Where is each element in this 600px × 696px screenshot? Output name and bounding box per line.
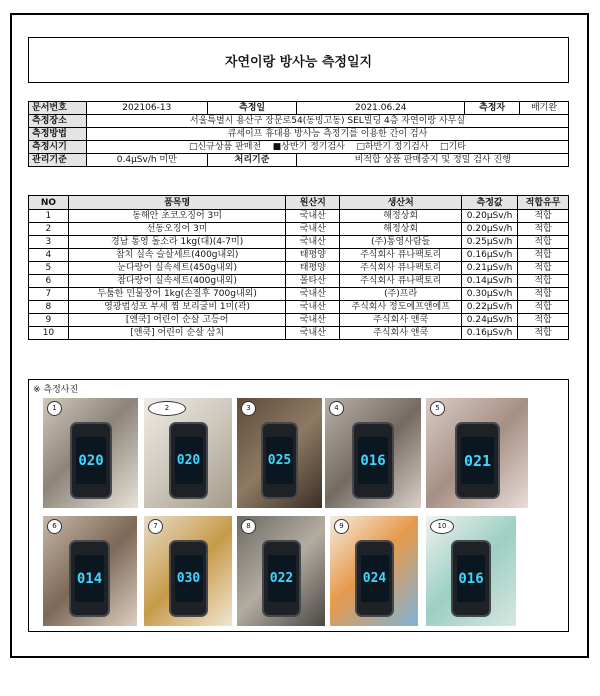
row-no: 7: [29, 288, 69, 301]
row-value: 0.21μSv/h: [462, 262, 518, 275]
measurement-photo: [144, 398, 232, 508]
row-no: 10: [29, 327, 69, 340]
meter-reading: 025: [266, 437, 292, 484]
row-value: 0.16μSv/h: [462, 249, 518, 262]
row-origin: 태평양: [286, 249, 340, 262]
row-pass: 적합: [518, 314, 569, 327]
table-row: [29, 288, 569, 301]
row-value: 0.14μSv/h: [462, 275, 518, 288]
row-value: 0.30μSv/h: [462, 288, 518, 301]
doc-no-value: 202106-13: [86, 102, 207, 115]
meter-reading: 016: [457, 555, 486, 602]
photo-number: 6: [47, 519, 62, 534]
row-producer: (주)프라: [340, 288, 462, 301]
row-pass: 적합: [518, 223, 569, 236]
radiation-meter: [262, 540, 301, 617]
row-no: 1: [29, 210, 69, 223]
table-row: [29, 327, 569, 340]
row-item: 참다랑어 실속세트(400g내외): [68, 275, 286, 288]
mgmt-label: 관리기준: [29, 154, 87, 167]
row-producer: 주식회사 퓨나팩토리: [340, 262, 462, 275]
photo-number: 9: [334, 519, 349, 534]
timing-option: □기타: [440, 142, 466, 152]
row-producer: 해정상회: [340, 210, 462, 223]
row-value: 0.24μSv/h: [462, 314, 518, 327]
row-no: 6: [29, 275, 69, 288]
measurement-photo: [43, 516, 137, 626]
row-producer: 주식회사 퓨나팩토리: [340, 249, 462, 262]
timing-option: ■상반기 정기검사: [272, 142, 345, 152]
document-page: [10, 13, 589, 658]
row-value: 0.20μSv/h: [462, 223, 518, 236]
radiation-meter: [352, 422, 394, 499]
row-no: 9: [29, 314, 69, 327]
table-row: [29, 223, 569, 236]
table-row: [29, 314, 569, 327]
place-label: 측정장소: [29, 115, 87, 128]
timing-options: [86, 141, 568, 154]
meter-reading: 021: [461, 437, 494, 484]
date-label: 측정일: [207, 102, 297, 115]
row-origin: 국내산: [286, 301, 340, 314]
row-pass: 적합: [518, 327, 569, 340]
row-value: 0.16μSv/h: [462, 327, 518, 340]
table-row: [29, 275, 569, 288]
row-item: 눈다랑어 실속세트(450g내외): [68, 262, 286, 275]
measurement-photo: [43, 398, 138, 508]
row-producer: (주)통영사람들: [340, 236, 462, 249]
date-value: 2021.06.24: [297, 102, 465, 115]
timing-label: 측정시기: [29, 141, 87, 154]
meter-reading: 016: [358, 437, 388, 484]
table-row: [29, 236, 569, 249]
method-label: 측정방법: [29, 128, 87, 141]
table-row: [29, 210, 569, 223]
measurement-photo: [330, 516, 418, 626]
info-table: [28, 101, 569, 167]
photo-number: 5: [430, 401, 445, 416]
table-row: [29, 301, 569, 314]
radiation-meter: [355, 540, 394, 617]
col-header-producer: 생산처: [340, 196, 462, 210]
method-value: 큐세이프 휴대용 방사능 측정기를 이용한 간이 검사: [86, 128, 568, 141]
measurement-photo: [237, 398, 322, 508]
table-row: [29, 262, 569, 275]
col-header-no: NO: [29, 196, 69, 210]
measurement-photo: [144, 516, 232, 626]
col-header-value: 측정값: [462, 196, 518, 210]
row-origin: 국내산: [286, 327, 340, 340]
row-pass: 적합: [518, 262, 569, 275]
row-pass: 적합: [518, 288, 569, 301]
meter-reading: 020: [76, 437, 106, 484]
row-origin: 국내산: [286, 314, 340, 327]
meter-reading: 030: [175, 555, 203, 602]
row-producer: 해정상회: [340, 223, 462, 236]
row-origin: 국내산: [286, 236, 340, 249]
row-item: 두툼한 민물장어 1kg(손질후 700g내외): [68, 288, 286, 301]
radiation-meter: [69, 540, 110, 617]
measurement-photo: [426, 398, 528, 508]
row-item: 영광법성포 부세 찜 보리굴비 1미(곽): [68, 301, 286, 314]
row-no: 5: [29, 262, 69, 275]
photo-number: 2: [148, 401, 186, 416]
photos-caption: ※ 측정사진: [33, 385, 79, 395]
row-item: [앤쿡] 어린이 순살 고등어: [68, 314, 286, 327]
row-item: 경남 통영 돌소라 1kg(대)(4-7미): [68, 236, 286, 249]
photo-number: 10: [430, 519, 454, 534]
row-item: [앤쿡] 어린이 순살 삼치: [68, 327, 286, 340]
row-producer: 주식회사 정도에프앤에프: [340, 301, 462, 314]
photo-number: 4: [329, 401, 344, 416]
row-origin: 태평양: [286, 262, 340, 275]
radiation-meter: [455, 422, 500, 499]
row-producer: 주식회사 앤쿡: [340, 314, 462, 327]
col-header-origin: 원산지: [286, 196, 340, 210]
row-pass: 적합: [518, 236, 569, 249]
row-pass: 적합: [518, 301, 569, 314]
radiation-meter: [451, 540, 491, 617]
row-no: 8: [29, 301, 69, 314]
radiation-meter: [169, 422, 208, 499]
table-row: [29, 249, 569, 262]
handling-value: 비적합 상품 판매중지 및 정밀 검사 진행: [297, 154, 569, 167]
meter-reading: 024: [361, 555, 389, 602]
place-value: 서울특별시 용산구 장문로54(동빙고동) SEL빌딩 4층 자연이랑 사무실: [86, 115, 568, 128]
row-origin: 국내산: [286, 288, 340, 301]
mgmt-value: 0.4μSv/h 미만: [86, 154, 207, 167]
meter-reading: 020: [175, 437, 203, 484]
row-pass: 적합: [518, 210, 569, 223]
row-origin: 몰타산: [286, 275, 340, 288]
photo-number: 1: [47, 401, 62, 416]
items-table: [28, 195, 569, 340]
row-value: 0.20μSv/h: [462, 210, 518, 223]
measurement-photo: [237, 516, 325, 626]
row-value: 0.22μSv/h: [462, 301, 518, 314]
photo-number: 7: [148, 519, 163, 534]
row-no: 2: [29, 223, 69, 236]
row-origin: 국내산: [286, 223, 340, 236]
meter-reading: 022: [268, 555, 296, 602]
photo-number: 8: [241, 519, 256, 534]
row-no: 3: [29, 236, 69, 249]
measurer-value: 배기완: [520, 102, 569, 115]
measurement-photo: [325, 398, 421, 508]
timing-option: □하반기 정기검사: [356, 142, 429, 152]
radiation-meter: [70, 422, 112, 499]
row-value: 0.25μSv/h: [462, 236, 518, 249]
row-pass: 적합: [518, 275, 569, 288]
row-item: 선동오징어 3미: [68, 223, 286, 236]
photo-number: 3: [241, 401, 256, 416]
row-item: 동해안 초코오징어 3미: [68, 210, 286, 223]
measurement-photo: [426, 516, 516, 626]
row-no: 4: [29, 249, 69, 262]
handling-label: 처리기준: [207, 154, 297, 167]
radiation-meter: [169, 540, 208, 617]
measurer-label: 측정자: [465, 102, 520, 115]
doc-no-label: 문서번호: [29, 102, 87, 115]
row-producer: 주식회사 퓨나팩토리: [340, 275, 462, 288]
row-item: 참치 실속 슬살세트(400g내외): [68, 249, 286, 262]
col-header-item: 품목명: [68, 196, 286, 210]
col-header-pass: 적합유무: [518, 196, 569, 210]
photos-section: [28, 379, 569, 632]
timing-option: □신규상품 판매전: [188, 142, 262, 152]
row-producer: 주식회사 앤쿡: [340, 327, 462, 340]
meter-reading: 014: [75, 555, 105, 602]
row-pass: 적합: [518, 249, 569, 262]
document-title: 자연이랑 방사능 측정일지: [28, 37, 569, 83]
radiation-meter: [261, 422, 298, 499]
row-origin: 국내산: [286, 210, 340, 223]
